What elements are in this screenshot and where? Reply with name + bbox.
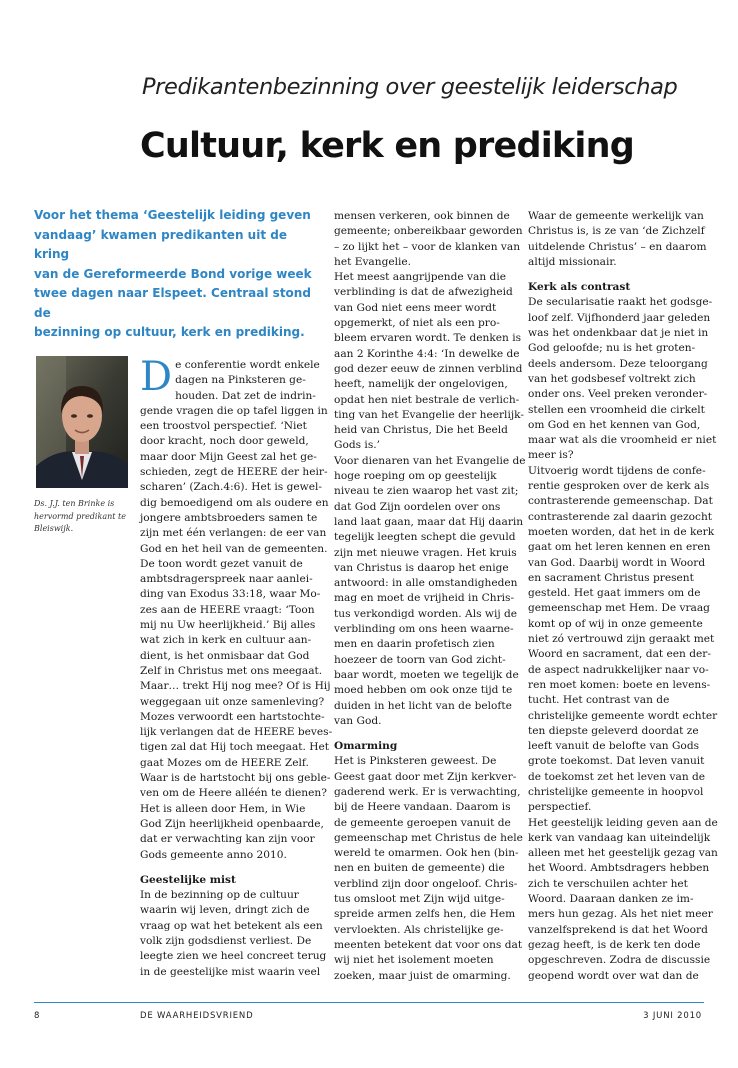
text-line: baar wordt, moeten we tegelijk de bbox=[334, 668, 519, 681]
text-line: door kracht, noch door geweld, bbox=[140, 435, 309, 448]
text-line: Gods is.’ bbox=[334, 439, 380, 452]
text-line: niet zó vertrouwd zijn geraakt met bbox=[528, 633, 715, 646]
text-line: christelijke gemeente in hoopvol bbox=[528, 785, 704, 798]
text-line: zijn met één verlangen: de eer van bbox=[140, 527, 327, 540]
text-line: van het godsbesef voltrekt zich bbox=[528, 372, 696, 385]
text-line: van God. bbox=[334, 714, 382, 727]
paragraph-lines bbox=[140, 404, 333, 863]
text-line: dient, is het onmisbaar dat God bbox=[140, 649, 310, 662]
text-line: Woord en sacrament, dat een der- bbox=[528, 648, 711, 661]
text-line: ren moet komen: boete en levens- bbox=[528, 678, 711, 691]
text-line: het Woord. Ambtsdragers hebben bbox=[528, 862, 710, 875]
text-line: god dezer eeuw de zinnen verblind bbox=[334, 362, 523, 375]
text-line: Waar de gemeente werkelijk van bbox=[528, 210, 704, 222]
text-line: ambtsdragerspreek naar aanlei- bbox=[140, 573, 313, 586]
text-line: wat zich in kerk en cultuur aan- bbox=[140, 634, 312, 647]
text-line: het Evangelie. bbox=[334, 255, 412, 268]
text-line: zes aan de HEERE vraagt: ‘Toon bbox=[140, 603, 315, 616]
text-line: een troostvol perspectief. ‘Niet bbox=[140, 420, 307, 433]
text-line: Zelf in Christus met ons meegaat. bbox=[140, 664, 323, 677]
text-line: dat er verwachting kan zijn voor bbox=[140, 833, 315, 846]
text-line: opdat hen niet bestrale de verlich- bbox=[334, 393, 520, 406]
text-line: wereld te omarmen. Ook hen (bin- bbox=[334, 847, 519, 860]
text-line: God Zijn heerlijkheid openbaarde, bbox=[140, 817, 324, 830]
text-line: tigen zal dat Hij toch meegaat. Het bbox=[140, 741, 330, 754]
text-line: heid van Christus, Die het Beeld bbox=[334, 424, 508, 437]
article-column-1 bbox=[140, 354, 333, 980]
text-line: loof zelf. Vijfhonderd jaar geleden bbox=[528, 311, 711, 324]
text-line: gaat Mozes om de HEERE Zelf. bbox=[140, 756, 309, 769]
photo-caption bbox=[34, 498, 134, 536]
intro-line: vandaag’ kwamen predikanten uit de kring bbox=[34, 227, 287, 261]
text-line: tegelijk leegten schept die gevuld bbox=[334, 531, 516, 544]
text-line: komt op of wij in onze gemeente bbox=[528, 617, 703, 630]
text-line: zoeken, maar juist de omarming. bbox=[334, 969, 511, 982]
article-column-3 bbox=[528, 209, 718, 984]
text-line: zijn met nieuwe vragen. Het kruis bbox=[334, 546, 517, 559]
text-line: vanzelfsprekend is dat het Woord bbox=[528, 923, 708, 936]
text-line: Voor dienaren van het Evangelie de bbox=[334, 454, 526, 467]
text-line: – zo lijkt het – voor de klanken van bbox=[334, 240, 521, 253]
text-line: van God. Daarbij wordt in Woord bbox=[528, 556, 706, 569]
text-line: land laat gaan, maar dat Hij daarin bbox=[334, 515, 524, 528]
article-column-2 bbox=[334, 209, 526, 984]
text-line: verblinding is dat de afwezigheid bbox=[334, 286, 513, 299]
text-line: dig bemoedigend om als oudere en bbox=[140, 496, 329, 509]
text-line: onder ons. Veel preken veronder- bbox=[528, 388, 708, 401]
text-line: maar wat als die vroomheid er niet bbox=[528, 434, 717, 447]
text-line: contrasterende gemeenschap. Dat bbox=[528, 495, 713, 508]
text-line: de toekomst zet het leven van de bbox=[528, 770, 706, 783]
text-line: duiden in het licht van de belofte bbox=[334, 699, 512, 712]
text-line: zich te verschuilen achter het bbox=[528, 877, 688, 890]
text-line: uitdelende Christus’ – en daarom bbox=[528, 240, 707, 253]
text-line: geopend wordt over wat dan de bbox=[528, 969, 699, 982]
article-kicker: Predikantenbezinning over geestelijk leiderschap bbox=[142, 74, 678, 100]
text-line: Gods gemeente anno 2010. bbox=[140, 848, 287, 861]
portrait-image bbox=[36, 356, 128, 488]
section-heading: Kerk als contrast bbox=[528, 281, 631, 294]
text-line: vraag op wat het betekent als een bbox=[140, 919, 323, 932]
text-line: bij de Heere vandaan. Daarom is bbox=[334, 801, 511, 814]
section-heading: Omarming bbox=[334, 740, 398, 753]
text-line: ten diepste geleverd doordat ze bbox=[528, 724, 699, 737]
text-line: stellen een vroomheid die cirkelt bbox=[528, 403, 705, 416]
caption-line: Ds. J.J. ten Brinke is bbox=[34, 499, 115, 508]
text-line: leegte zien we heel concreet terug bbox=[140, 950, 327, 963]
text-line: ting van het Evangelie der heerlijk- bbox=[334, 408, 524, 421]
text-line: ding van Exodus 33:18, waar Mo- bbox=[140, 588, 321, 601]
paragraph-lines bbox=[528, 209, 708, 270]
page-number: 8 bbox=[34, 1011, 41, 1021]
paragraph-lines bbox=[334, 754, 523, 983]
text-line: aan 2 Korinthe 4:4: ‘In dewelke de bbox=[334, 347, 520, 360]
text-line: mensen verkeren, ook binnen de bbox=[334, 210, 510, 222]
text-line: volk zijn godsdienst verliest. De bbox=[140, 934, 312, 947]
text-line: om God en het kennen van God, bbox=[528, 418, 701, 431]
text-line: scharen’ (Zach.4:6). Het is gewel- bbox=[140, 481, 322, 494]
text-line: In de bezinning op de cultuur bbox=[140, 889, 299, 902]
text-line: gaat om het leren kennen en eren bbox=[528, 541, 711, 554]
text-line: nen en buiten de gemeente) die bbox=[334, 862, 505, 875]
intro-line: van de Gereformeerde Bond vorige week bbox=[34, 266, 312, 281]
paragraph-lines bbox=[528, 295, 718, 983]
text-line: antwoord: in alle omstandigheden bbox=[334, 577, 518, 590]
text-line: was het ondenkbaar dat je niet in bbox=[528, 327, 709, 340]
text-line: gesteld. Het gaat immers om de bbox=[528, 587, 701, 600]
text-line: God en het heil van de gemeenten. bbox=[140, 542, 328, 555]
text-line: opgeschreven. Zodra de discussie bbox=[528, 954, 711, 967]
text-line: gende vragen die op tafel liggen in bbox=[140, 404, 328, 417]
article-intro bbox=[34, 206, 316, 343]
text-line: in de geestelijke mist waarin veel bbox=[140, 965, 321, 978]
text-line: De secularisatie raakt het godsge- bbox=[528, 296, 713, 309]
text-line: gaderend werk. Er is verwachting, bbox=[334, 785, 521, 798]
text-line: Het geestelijk leiding geven aan de bbox=[528, 816, 718, 829]
publication-name: DE WAARHEIDSVRIEND bbox=[140, 1011, 254, 1021]
text-line: bleem ervaren wordt. Te denken is bbox=[334, 332, 522, 345]
text-line: opgemerkt, of niet als een pro- bbox=[334, 317, 500, 330]
text-line: Woord. Daaraan danken ze im- bbox=[528, 893, 694, 906]
text-line: gezag heeft, is de kerk ten dode bbox=[528, 938, 701, 951]
text-line: hoge roeping om op geestelijk bbox=[334, 470, 497, 483]
text-line: verblinding om ons heen waarne- bbox=[334, 623, 514, 636]
text-line: van Christus is daarop het enige bbox=[334, 561, 509, 574]
author-photo bbox=[36, 356, 128, 488]
text-line: Het is Pinksteren geweest. De bbox=[334, 755, 497, 768]
text-line: God geloofde; nu is het groten- bbox=[528, 342, 696, 355]
text-line: houden. Dat zet de indrin- bbox=[175, 389, 316, 402]
text-line: Het meest aangrijpende van die bbox=[334, 271, 506, 284]
text-line: kerk van vandaag kan uiteindelijk bbox=[528, 831, 711, 844]
text-line: weggegaan uit onze samenleving? bbox=[140, 695, 325, 708]
text-line: Mozes verwoordt een hartstochte- bbox=[140, 710, 325, 723]
text-line: van God niet eens meer wordt bbox=[334, 301, 497, 314]
intro-line: Voor het thema ‘Geestelijk leiding geven bbox=[34, 208, 311, 222]
text-line: men en daarin profetisch zien bbox=[334, 638, 495, 651]
text-line: de aspect nadrukkelijker naar vo- bbox=[528, 663, 709, 676]
text-line: dat God Zijn oordelen over ons bbox=[334, 500, 501, 513]
caption-line: hervormd predikant te bbox=[34, 511, 126, 521]
text-line: vervloekten. Als christelijke ge- bbox=[334, 923, 504, 936]
text-line: Uitvoerig wordt tijdens de confe- bbox=[528, 464, 706, 477]
article-headline: Cultuur, kerk en prediking bbox=[140, 126, 634, 166]
text-line: tucht. Het contrast van de bbox=[528, 694, 670, 707]
text-line: waarin wij leven, dringt zich de bbox=[140, 904, 310, 917]
section-heading: Geestelijke mist bbox=[140, 873, 236, 886]
intro-line: bezinning op cultuur, kerk en prediking. bbox=[34, 325, 305, 339]
text-line: niveau te zien waarop het vast zit; bbox=[334, 485, 519, 498]
paragraph-lines bbox=[140, 888, 327, 980]
text-line: mag en moet de vrijheid in Chris- bbox=[334, 592, 515, 605]
text-line: Christus is, is ze van ‘de Zichzelf bbox=[528, 225, 705, 238]
caption-line: Bleiswijk. bbox=[34, 524, 74, 533]
text-line: Het is alleen door Hem, in Wie bbox=[140, 802, 306, 815]
text-line: heeft, namelijk der ongelovigen, bbox=[334, 378, 508, 391]
drop-cap: D bbox=[140, 354, 173, 400]
text-line: e conferentie wordt enkele bbox=[175, 359, 320, 371]
text-line: spreide armen zelfs hen, die Hem bbox=[334, 908, 516, 921]
issue-date: 3 JUNI 2010 bbox=[643, 1011, 702, 1021]
text-line: Geest gaat door met Zijn kerkver- bbox=[334, 770, 517, 783]
text-line: hoezeer de toorn van God zicht- bbox=[334, 653, 506, 666]
text-line: Waar is de hartstocht bij ons geble- bbox=[140, 772, 331, 785]
text-line: christelijke gemeente wordt echter bbox=[528, 709, 718, 722]
text-line: de gemeente geroepen vanuit de bbox=[334, 816, 511, 829]
text-line: grote toekomst. Dat leven vanuit bbox=[528, 755, 705, 768]
text-line: De toon wordt gezet vanuit de bbox=[140, 557, 303, 570]
text-line: moed hebben om ook onze tijd te bbox=[334, 684, 513, 697]
text-line: gemeenschap met Christus de hele bbox=[334, 831, 523, 844]
paragraph-lines bbox=[334, 209, 526, 729]
text-line: jongere ambtsbroeders samen te bbox=[140, 511, 318, 524]
text-line: meer is? bbox=[528, 449, 574, 462]
text-line: gemeente; onbereikbaar geworden bbox=[334, 225, 523, 238]
text-line: schieden, zegt de HEERE der heir- bbox=[140, 466, 328, 479]
text-line: verblind zijn door ongeloof. Chris- bbox=[334, 877, 518, 890]
text-line: deels andersom. Deze teloorgang bbox=[528, 357, 708, 370]
text-line: altijd missionair. bbox=[528, 255, 617, 268]
text-line: ven om de Heere alléén te dienen? bbox=[140, 787, 327, 800]
text-line: dagen na Pinksteren ge- bbox=[175, 374, 306, 387]
text-line: mij nu Uw heerlijkheid.’ Bij alles bbox=[140, 619, 316, 632]
text-line: maar door Mijn Geest zal het ge- bbox=[140, 450, 317, 463]
text-line: alleen met het geestelijk gezag van bbox=[528, 847, 718, 860]
text-line: gemeenschap met Hem. De vraag bbox=[528, 602, 710, 615]
text-line: perspectief. bbox=[528, 801, 592, 814]
text-line: mers hun gezag. Als het niet meer bbox=[528, 908, 713, 921]
text-line: rentie gesproken over de kerk als bbox=[528, 480, 710, 493]
text-line: en sacrament Christus present bbox=[528, 571, 694, 584]
text-line: tus verkondigd worden. Als wij de bbox=[334, 607, 518, 620]
footer-rule bbox=[34, 1002, 704, 1003]
text-line: contrasterende zal daarin gezocht bbox=[528, 510, 713, 523]
text-line: tus omsloot met Zijn wijd uitge- bbox=[334, 893, 505, 906]
text-line: wij niet het isolement moeten bbox=[334, 954, 494, 967]
intro-line: twee dagen naar Elspeet. Centraal stond de bbox=[34, 286, 311, 320]
text-line: Maar… trekt Hij nog mee? Of is Hij bbox=[140, 680, 331, 693]
text-line: moeten worden, dat het in de kerk bbox=[528, 525, 715, 538]
text-line: leeft vanuit de belofte van Gods bbox=[528, 740, 700, 753]
text-line: meenten betekent dat voor ons dat bbox=[334, 938, 523, 951]
text-line: lijk verlangen dat de HEERE beves- bbox=[140, 726, 333, 739]
